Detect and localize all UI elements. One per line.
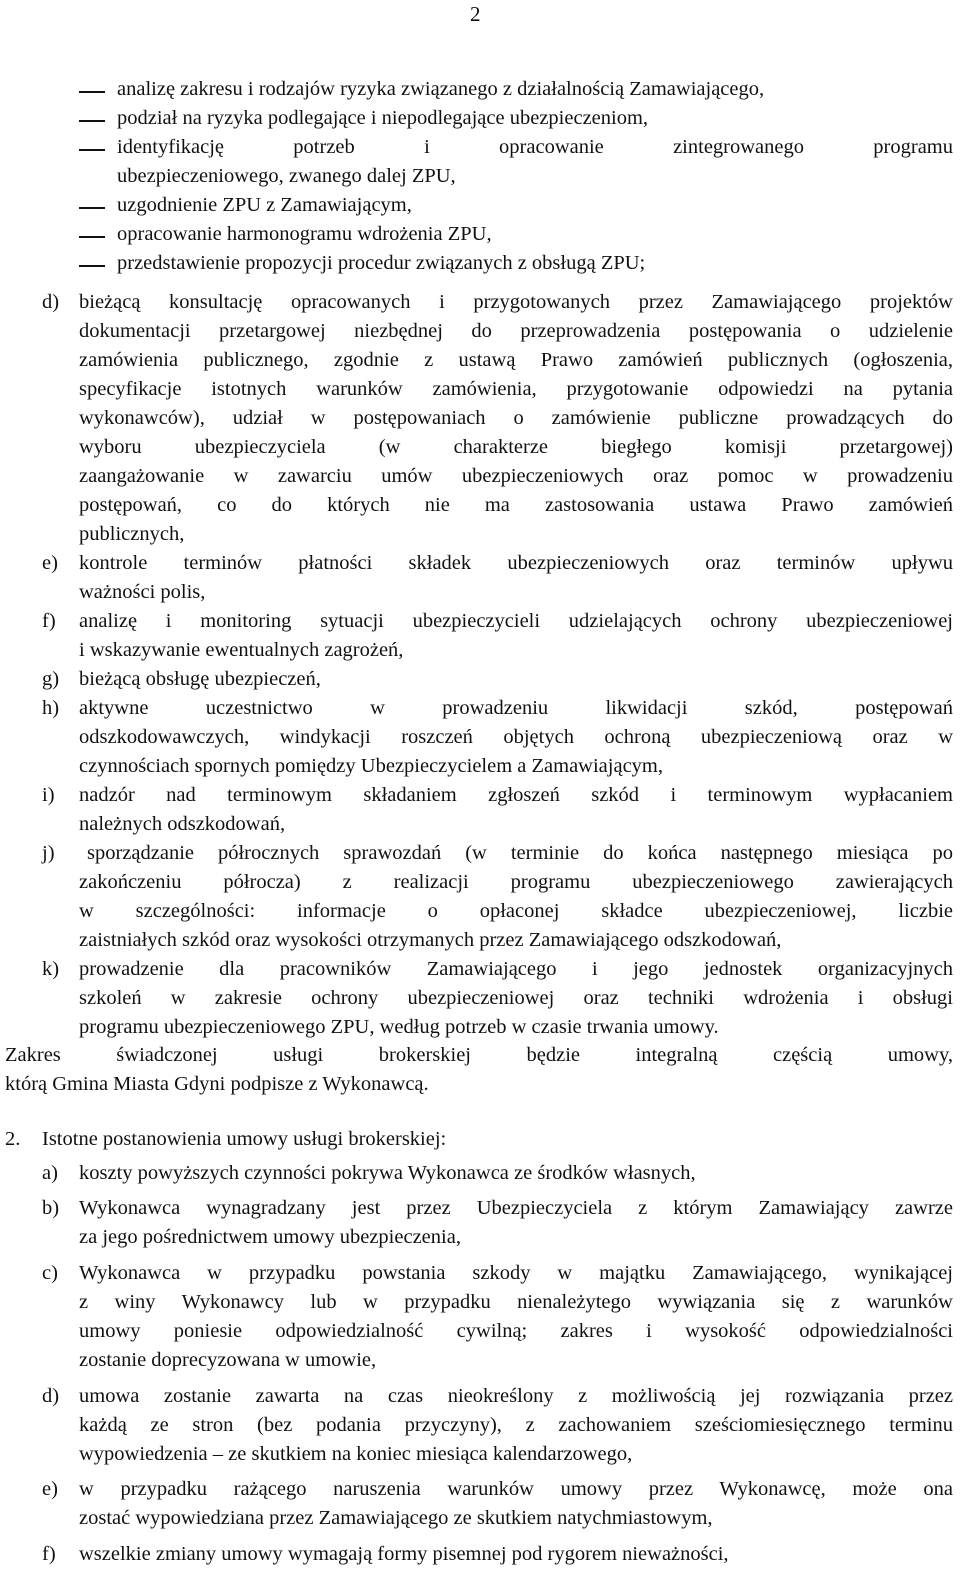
item-marker: f) — [42, 610, 56, 632]
item-k-line: programu ubezpieczeniowego ZPU, według potrzeb w czasie trwania umowy. — [79, 1016, 719, 1038]
item-marker: e) — [42, 1478, 58, 1500]
item-marker: a) — [42, 1162, 58, 1184]
term-d-line: wypowiedzenia – ze skutkiem na koniec miesiąca kalendarzowego, — [79, 1443, 633, 1465]
page-number: 2 — [470, 2, 481, 26]
item-d-line: wykonawców), udział w postępowaniach o zamówienie publiczne prowadzących do — [79, 407, 953, 429]
section-number: 2. — [5, 1128, 21, 1150]
term-c-line: zostanie doprecyzowana w umowie, — [79, 1349, 377, 1371]
item-f-line: analizę i monitoring sytuacji ubezpieczycieli udzielających ochrony ubezpieczeniowej — [79, 610, 953, 632]
item-i-line: nadzór nad terminowym składaniem zgłoszeń szkód i terminowym wypłacaniem — [79, 784, 953, 806]
item-j-line: w szczególności: informacje o opłaconej składce ubezpieczeniowej, liczbie — [79, 900, 953, 922]
term-c-line: umowy poniesie odpowiedzialność cywilną; zakres i wysokość odpowiedzialności — [79, 1320, 953, 1342]
item-d-line: wyboru ubezpieczyciela (w charakterze biegłego komisji przetargowej) — [79, 436, 953, 458]
term-d-line: umowa zostanie zawarta na czas nieokreślony z możliwością jej rozwiązania przez — [79, 1385, 953, 1407]
closing-paragraph-line: Zakres świadczonej usługi brokerskiej będzie integralną częścią umowy, — [5, 1044, 953, 1066]
dash-item: podział na ryzyka podlegające i niepodlegające ubezpieczeniom, — [117, 107, 649, 129]
item-marker: f) — [42, 1543, 56, 1565]
item-k-line: szkoleń w zakresie ochrony ubezpieczeniowej oraz techniki wdrożenia i obsługi — [79, 987, 953, 1009]
dash-bullet — [79, 265, 105, 267]
item-d-line: dokumentacji przetargowej niezbędnej do przeprowadzenia postępowania o udzielenie — [79, 320, 953, 342]
item-e-line: ważności polis, — [79, 581, 206, 603]
item-d-line: zaangażowanie w zawarciu umów ubezpieczeniowych oraz pomoc w prowadzeniu — [79, 465, 953, 487]
dash-item: identyfikację potrzeb i opracowanie zintegrowanego programu — [117, 136, 953, 158]
item-marker: d) — [42, 1385, 60, 1407]
item-f-line: i wskazywanie ewentualnych zagrożeń, — [79, 639, 404, 661]
item-d-line: bieżącą konsultację opracowanych i przygotowanych przez Zamawiającego projektów — [79, 291, 953, 313]
item-marker: d) — [42, 291, 60, 313]
term-e-line: w przypadku rażącego naruszenia warunków umowy przez Wykonawcę, może ona — [79, 1478, 953, 1500]
item-h-line: odszkodowawczych, windykacji roszczeń objętych ochroną ubezpieczeniową oraz w — [79, 726, 953, 748]
item-g-line: bieżącą obsługę ubezpieczeń, — [79, 668, 321, 690]
dash-bullet — [79, 236, 105, 238]
item-j-line: zaistniałych szkód oraz wysokości otrzymanych przez Zamawiającego odszkodowań, — [79, 929, 782, 951]
closing-paragraph-line: którą Gmina Miasta Gdyni podpisze z Wykonawcą. — [5, 1073, 429, 1095]
term-c-line: Wykonawca w przypadku powstania szkody w majątku Zamawiającego, wynikającej — [79, 1262, 953, 1284]
item-k-line: prowadzenie dla pracowników Zamawiającego i jego jednostek organizacyjnych — [79, 958, 953, 980]
dash-item: analizę zakresu i rodzajów ryzyka związanego z działalnością Zamawiającego, — [117, 78, 765, 100]
term-b-line: Wykonawca wynagradzany jest przez Ubezpieczyciela z którym Zamawiający zawrze — [79, 1197, 953, 1219]
term-f-line: wszelkie zmiany umowy wymagają formy pisemnej pod rygorem nieważności, — [79, 1543, 729, 1565]
dash-item: opracowanie harmonogramu wdrożenia ZPU, — [117, 223, 492, 245]
term-a-line: koszty powyższych czynności pokrywa Wykonawca ze środków własnych, — [79, 1162, 696, 1184]
item-marker: h) — [42, 697, 60, 719]
term-c-line: z winy Wykonawcy lub w przypadku nienależytego wywiązania się z warunków — [79, 1291, 953, 1313]
dash-bullet — [79, 120, 105, 122]
item-marker: e) — [42, 552, 58, 574]
item-d-line: publicznych, — [79, 523, 185, 545]
term-d-line: każdą ze stron (bez podania przyczyny), z zachowaniem sześciomiesięcznego terminu — [79, 1414, 953, 1436]
item-marker: i) — [42, 784, 55, 806]
item-marker: k) — [42, 958, 60, 980]
item-e-line: kontrole terminów płatności składek ubezpieczeniowych oraz terminów upływu — [79, 552, 953, 574]
term-e-line: zostać wypowiedziana przez Zamawiającego ze skutkiem natychmiastowym, — [79, 1507, 713, 1529]
dash-bullet — [79, 149, 105, 151]
dash-item: uzgodnienie ZPU z Zamawiającym, — [117, 194, 412, 216]
item-d-line: postępowań, co do których nie ma zastosowania ustawa Prawo zamówień — [79, 494, 953, 516]
item-marker: g) — [42, 668, 60, 690]
item-marker: b) — [42, 1197, 60, 1219]
item-j-line: sporządzanie półrocznych sprawozdań (w terminie do końca następnego miesiąca po — [87, 842, 953, 864]
dash-bullet — [79, 91, 105, 93]
item-j-line: zakończeniu półrocza) z realizacji programu ubezpieczeniowego zawierających — [79, 871, 953, 893]
item-d-line: zamówienia publicznego, zgodnie z ustawą Prawo zamówień publicznych (ogłoszenia, — [79, 349, 953, 371]
dash-item-continuation: ubezpieczeniowego, zwanego dalej ZPU, — [117, 165, 456, 187]
term-b-line: za jego pośrednictwem umowy ubezpieczenia, — [79, 1226, 461, 1248]
item-marker: c) — [42, 1262, 58, 1284]
dash-bullet — [79, 207, 105, 209]
item-h-line: aktywne uczestnictwo w prowadzeniu likwidacji szkód, postępowań — [79, 697, 953, 719]
item-d-line: specyfikacje istotnych warunków zamówienia, przygotowanie odpowiedzi na pytania — [79, 378, 953, 400]
item-marker: j) — [42, 842, 55, 864]
section-heading: Istotne postanowienia umowy usługi brokerskiej: — [42, 1128, 447, 1150]
dash-item: przedstawienie propozycji procedur związanych z obsługą ZPU; — [117, 252, 646, 274]
item-h-line: czynnościach spornych pomiędzy Ubezpieczycielem a Zamawiającym, — [79, 755, 663, 777]
item-i-line: należnych odszkodowań, — [79, 813, 286, 835]
